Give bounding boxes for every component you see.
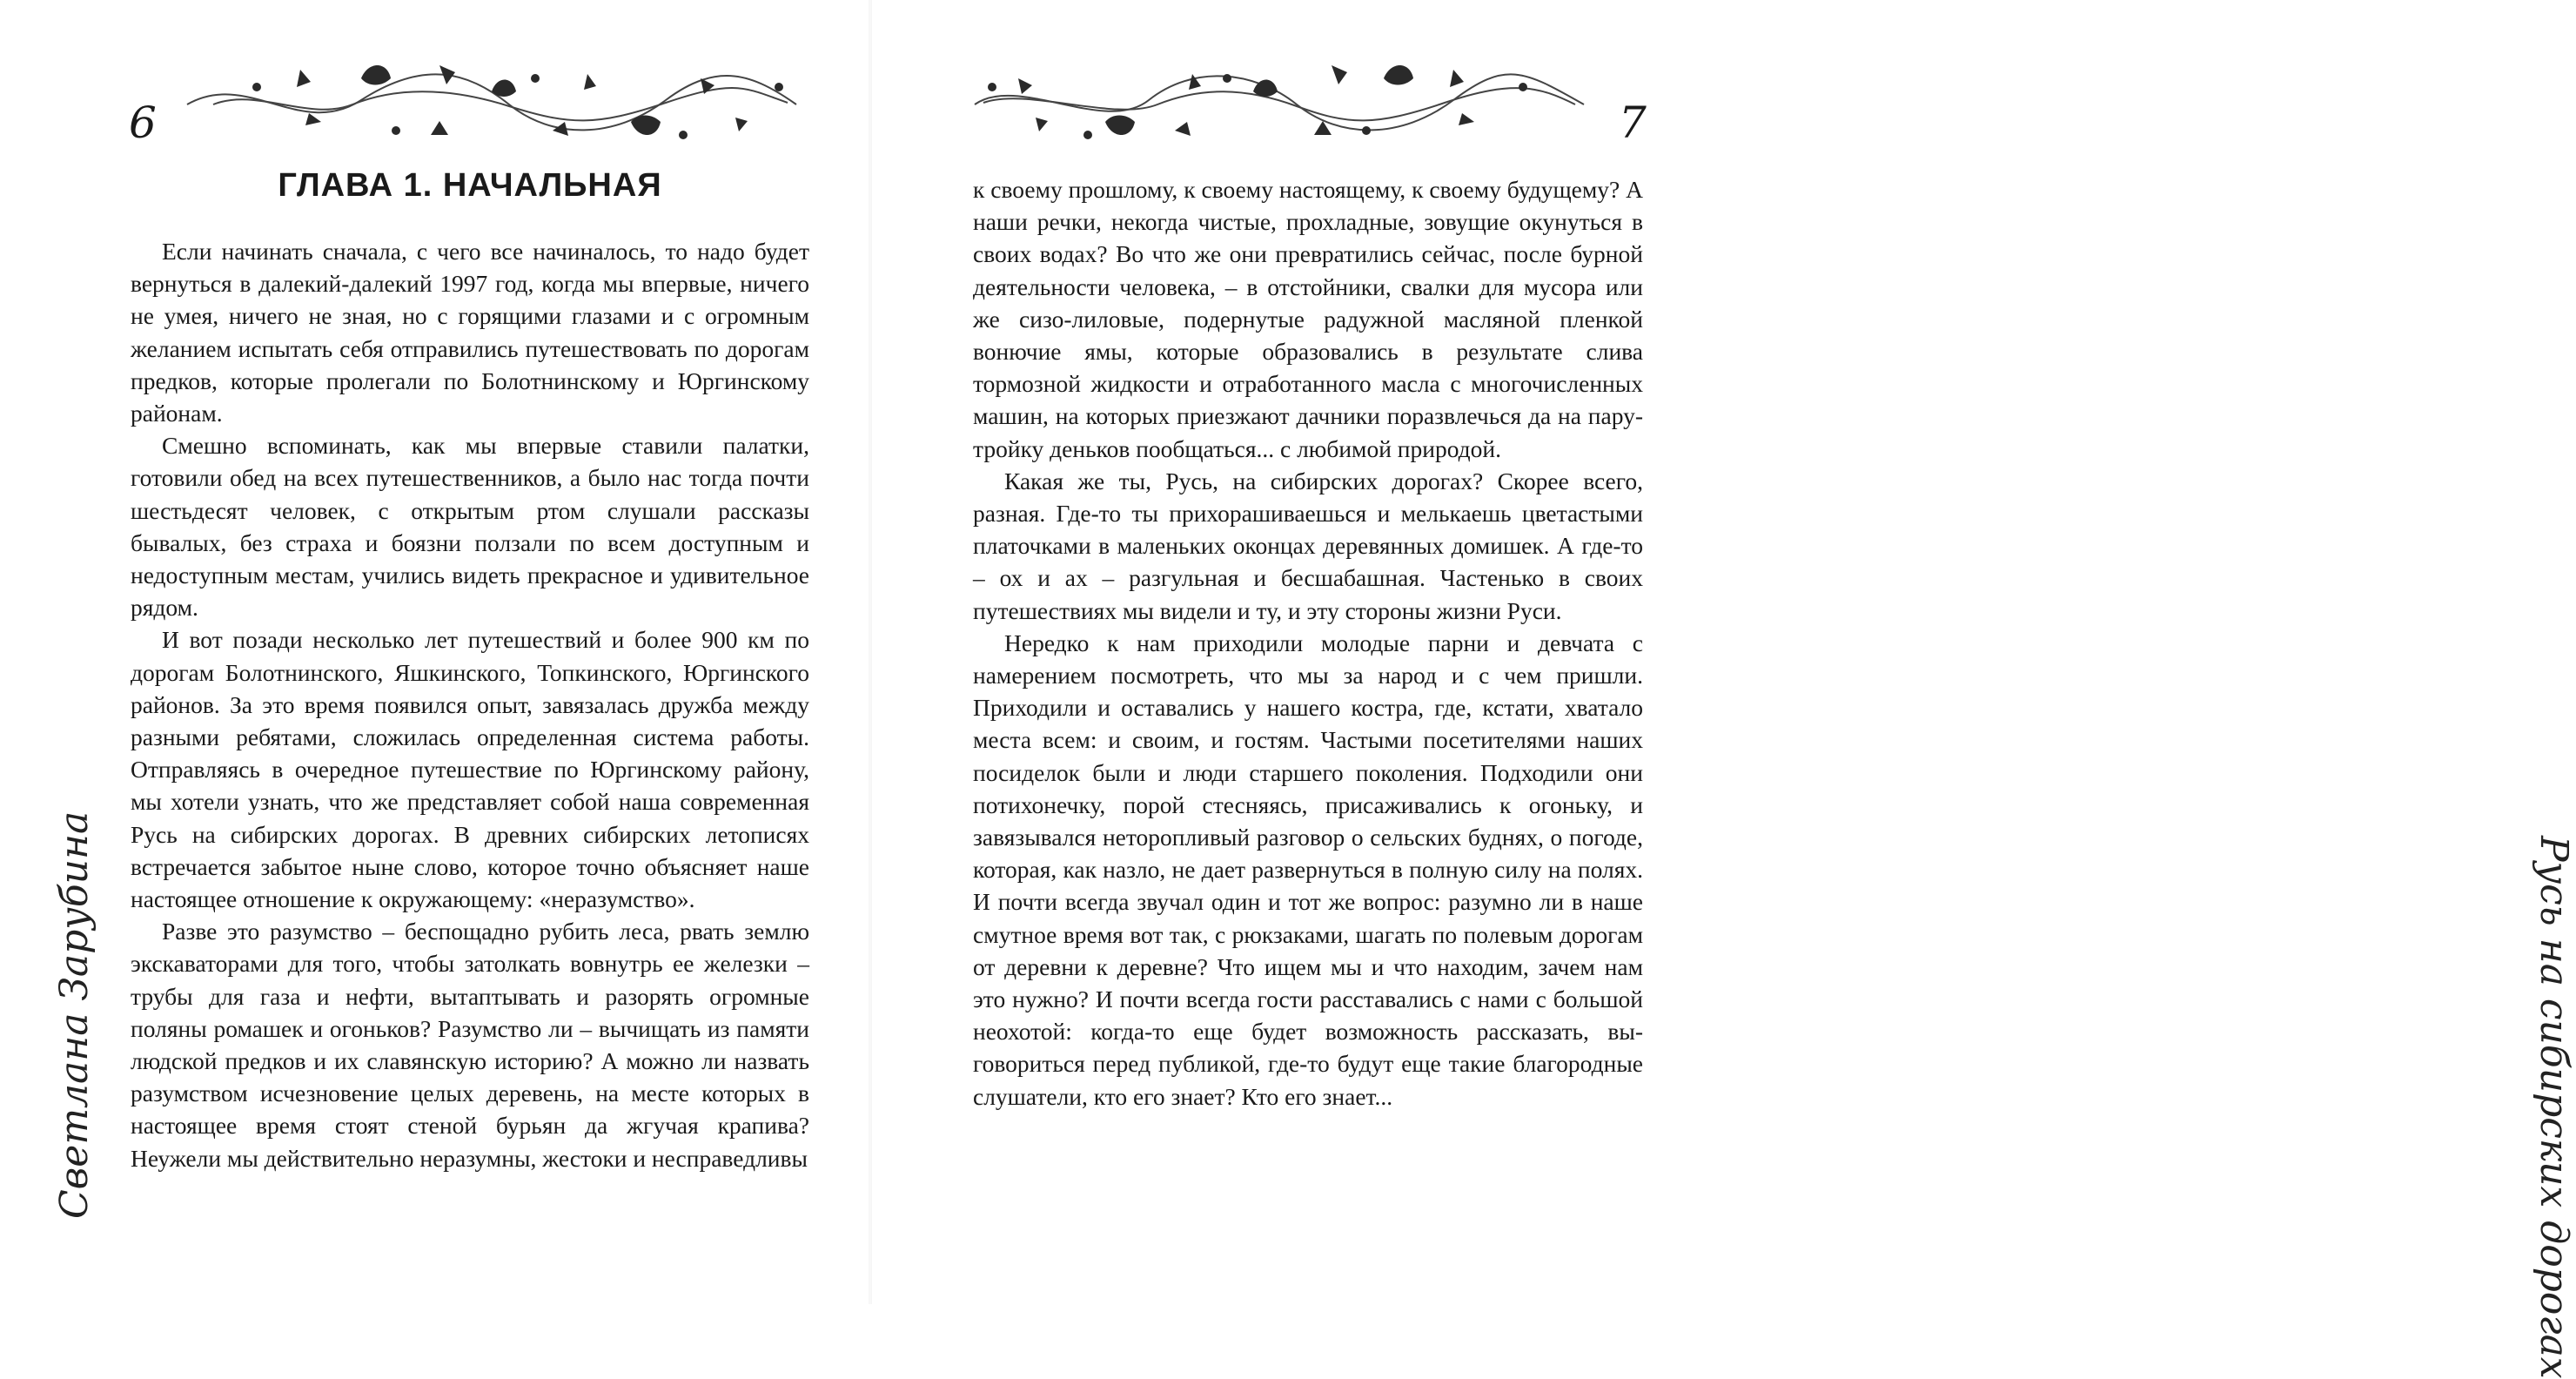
page-number-right: 7 xyxy=(1619,98,1647,148)
page-number-left: 6 xyxy=(129,98,157,148)
paragraph: И вот позади несколько лет путешествий и более 900 км по дорогам Болотнинского, Яшкинского, Топкинского, Юргинского районов. За это время появился опыт, завязалась дружба между разными ребятами, сложилась определенная система работы. Отправляясь в очередное путешествие по Юргинскому району, мы хотели узнать, что же представляет собой наша современная Русь на сибирских дорогах. В древних сибирских летописях встречается забытое ныне слово, которое точно объясняет наше настоящее отношение к окружающему: «неразумство». xyxy=(131,626,809,913)
paragraph: к своему прошлому, к своему настоящему, к своему будущему? А наши речки, некогда чистые, прохладные, зовущие окунуться в своих водах? Во что же они превратились сейчас, после бурной деятельности человека, – в отстойники, свалки для мусора или же сизо-лиловые, подернутые радужной масляной пленкой вонючие ямы, которые образовались в результате слива тормозной жидкости и отработанного масла с многочисленных машин, на которых приезжают дачники поразвлечься да на пару-тройку деньков пообщаться... с любимой природой. xyxy=(973,176,1643,462)
right-page xyxy=(870,0,2576,1379)
paragraph: Смешно вспоминать, как мы впервые ставили палатки, готовили обед на всех путешественников, а было нас тогда почти шестьдесят человек, с открытым ртом слушали рассказы бывалых, без страха и боязни ползали по всем доступным и недоступным местам, учились видеть прекрасное и удивительное рядом. xyxy=(131,432,809,622)
left-page xyxy=(0,0,870,1304)
floral-ornament-left-icon xyxy=(178,52,805,157)
chapter-title: ГЛАВА 1. НАЧАЛЬНАЯ xyxy=(278,167,662,204)
paragraph: Разве это разумство – беспощадно рубить леса, рвать землю экскаваторами для того, чтобы затолкать вовнутрь ее железки – трубы для газа и нефти, вытаптывать и разорять огромные поляны ромашек и огоньков? Разумство ли – вычищать из памяти людской предков и их славянскую историю? А можно ли назвать разумством исчезновение целых деревень, на месте которых в настоящее время стоят стеной бурьян да жгучая крапива? Неужели мы действительно неразумны, жестоки и несправедливы xyxy=(131,918,809,1172)
paragraph: Какая же ты, Русь, на сибирских дорогах? Скорее всего, разная. Где-то ты прихорашиваешься и мелькаешь цветастыми платочками в маленьких оконцах деревянных домишек. А где-то – ох и ах – разгульная и бесшабашная. Частенько в своих путешествиях мы видели и ту, и эту стороны жизни Руси. xyxy=(973,467,1643,624)
book-title-side: Русь на сибирских дорогах xyxy=(2532,836,2576,1379)
body-text-right xyxy=(973,173,1643,1113)
paragraph: Если начинать сначала, с чего все начиналось, то надо будет вернуться в далекий-далекий 1997 год, когда мы впервые, ничего не умея, ничего не зная, но с горящими глазами и с огромным желанием испытать себя отправились путешествовать по дорогам предков, которые пролегали по Болотнинскому и Юргинскому районам. xyxy=(131,238,809,427)
floral-ornament-right-icon xyxy=(966,52,1593,157)
author-name-side: Светлана Зарубина xyxy=(52,811,97,1219)
body-text-left xyxy=(131,235,809,1174)
paragraph: Нередко к нам приходили молодые парни и девчата с намерением посмотреть, что мы за народ и с чем пришли. Приходили и оставались у нашего костра, где, кстати, хватало места всем: и своим, и гостям. Частыми посетителями наших посиделок были и люди старшего поколения. Подходили они потихонечку, порой стесняясь, присаживались к огоньку, и завязывался неторопливый разговор о сельских буднях, о погоде, которая, как назло, не дает развернуться в полную силу на полях. И почти всегда звучал один и тот же вопрос: разумно ли в наше смутное время вот так, с рюкзаками, шагать по полевым дорогам от деревни к деревне? Что ищем мы и что находим, зачем нам это нужно? И почти всегда гости расставались с нами с большой неохотой: когда-то еще будет возможность рассказать, выговориться перед публикой, где-то будут еще такие благородные слушатели, кто его знает? Кто его знает... xyxy=(973,629,1643,1110)
